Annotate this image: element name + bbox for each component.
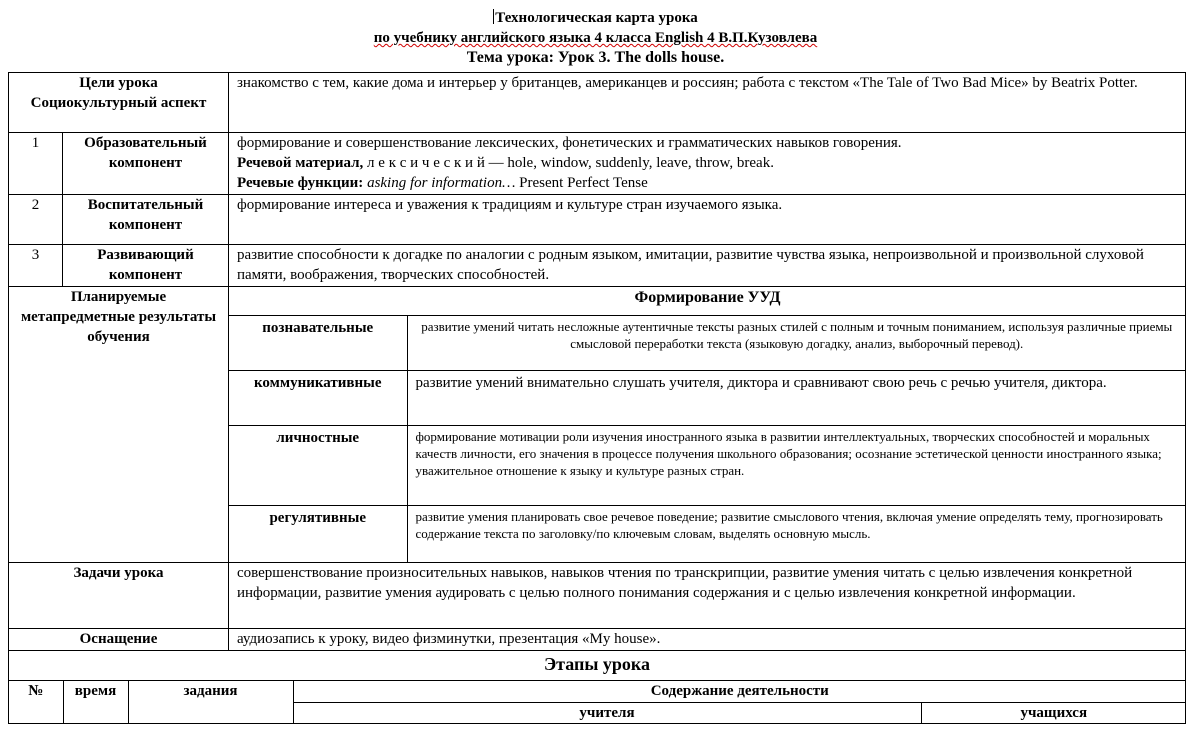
uud-text: развитие умений внимательно слушать учителя, диктора и сравнивают свою речь с речью учителя, диктора. [407,371,1186,426]
uud-name: личностные [229,426,407,506]
uud-text: развитие умений читать несложные аутентичные тексты разных стилей с полным и точным пониманием, используя различные приемы смысловой переработки текста (языковую догадку, анализ, выборочный перевод). [407,316,1186,371]
uud-name: коммуникативные [229,371,407,426]
tasks-label: Задачи урока [9,562,229,628]
planned-results-row [9,287,1186,563]
uud-row [229,506,1186,562]
speech-material-label: Речевой материал, [237,155,364,171]
uud-name: регулятивные [229,506,407,562]
equipment-text: аудиозапись к уроку, видео физминутки, презентация «My house». [229,628,1186,650]
equipment-label: Оснащение [9,628,229,650]
uud-name: познавательные [229,316,407,371]
uud-row [229,316,1186,371]
speech-material-words: — hole, window, suddenly, leave, throw, break. [488,155,774,171]
uud-row [229,371,1186,426]
uud-cell [229,287,1186,563]
stages-title: Этапы урока [9,650,1186,680]
component-number: 2 [9,195,63,245]
component-number: 3 [9,245,63,287]
component-content [229,133,1186,195]
speech-functions-label: Речевые функции: [237,175,364,191]
uud-row [229,426,1186,506]
stages-header-table [9,681,1186,724]
component-text: формирование интереса и уважения к традициям и культуре стран изучаемого языка. [229,195,1186,245]
stages-header-row [9,680,1186,724]
component-label: Воспитательный компонент [63,195,229,245]
uud-text: формирование мотивации роли изучения иностранного языка в развитии интеллектуальных, творческих способностей и моральных качеств личности, его значения в процессе получения школьного образования; осознание эстетической ценности иностранного языка; уважительное отношение к языку и культуре разных стран. [407,426,1186,506]
speech-functions-grammar: Present Perfect Tense [515,175,648,191]
tasks-row [9,562,1186,628]
speech-functions-line [237,173,1177,193]
component-row-3 [9,245,1186,287]
col-teacher-header: учителя [293,703,921,724]
speech-material-line [237,153,1177,173]
equipment-row [9,628,1186,650]
doc-subtitle [0,28,1191,48]
goals-row [9,73,1186,133]
component-text: формирование и совершенствование лексических, фонетических и грамматических навыков говорения. [237,135,902,151]
component-text: развитие способности к догадке по аналогии с родным языком, имитации, развитие чувства языка, непроизвольной и произвольной слуховой памяти, воображения, творческих способностей. [229,245,1186,287]
col-tasks-header: задания [128,681,293,724]
component-label: Развивающий компонент [63,245,229,287]
goals-text: знакомство с тем, какие дома и интерьер у британцев, американцев и россиян; работа с текстом «The Tale of Two Bad Mice» by Beatrix Potter. [229,73,1186,133]
stages-header-cell [9,680,1186,724]
col-number-header: № [9,681,63,724]
doc-title-text: Технологическая карта урока [495,10,698,26]
col-content-header: Содержание деятельности [293,681,1186,703]
uud-table [229,287,1186,562]
doc-subtitle-text: по учебнику английского языка 4 класса English 4 В.П.Кузовлева [373,30,818,46]
component-row-2 [9,195,1186,245]
lesson-map-table [8,72,1186,724]
sociocultural-label: Социокультурный аспект [30,95,207,111]
tasks-text: совершенствование произносительных навыков, навыков чтения по транскрипции, развитие умения читать с целью извлечения конкретной информации, развитие умения аудировать с целью полного понимания содержания и с целью извлечения конкретной информации. [229,562,1186,628]
speech-functions-italic: asking for information… [363,175,516,191]
speech-material-type: л е к с и ч е с к и й [363,155,489,171]
uud-title: Формирование УУД [229,287,1186,316]
component-number: 1 [9,133,63,195]
document-header [0,8,1191,68]
goals-label: Цели урока [79,75,158,91]
planned-results-label: Планируемые метапредметные результаты обучения [9,287,229,563]
col-students-header: учащихся [921,703,1186,724]
doc-title [0,8,1191,28]
col-time-header: время [63,681,128,724]
lesson-topic: Тема урока: Урок 3. The dolls house. [466,49,725,66]
stages-title-row [9,650,1186,680]
uud-text: развитие умения планировать свое речевое поведение; развитие смыслового чтения, включая умение определять тему, прогнозировать содержание текста по заголовку/по ключевым словам, выделять основную мысль. [407,506,1186,562]
goals-label-cell [9,73,229,133]
component-label: Образовательный компонент [63,133,229,195]
component-row-1 [9,133,1186,195]
